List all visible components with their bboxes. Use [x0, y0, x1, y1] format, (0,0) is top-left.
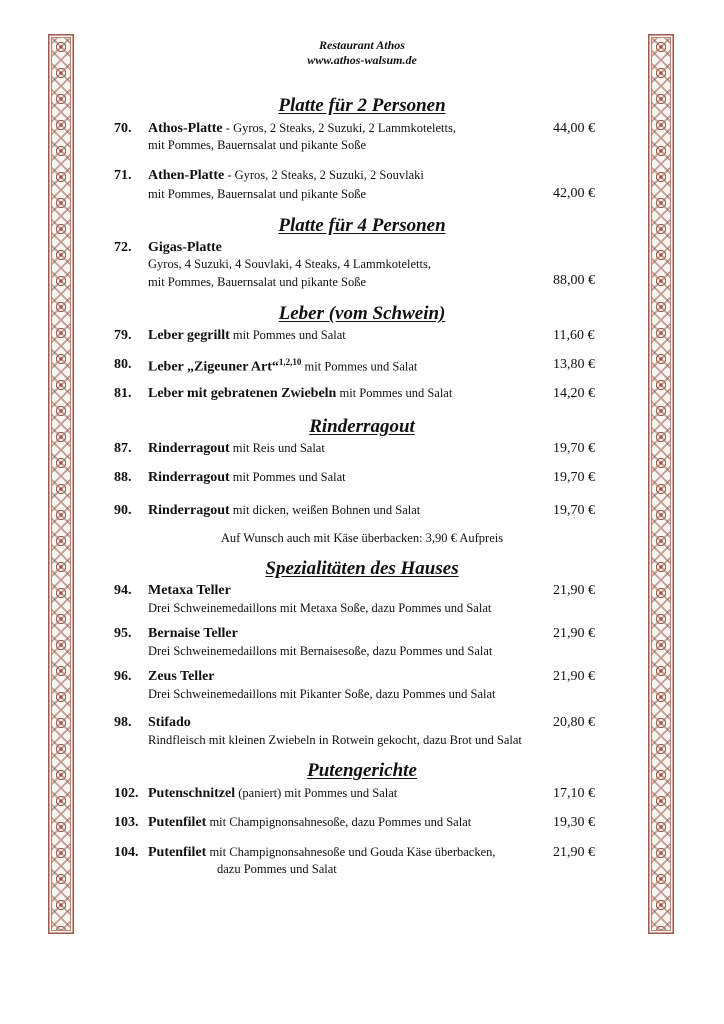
item-price: 17,10 €: [553, 786, 595, 801]
item-number: 90.: [114, 503, 132, 518]
item-price: 21,90 €: [553, 626, 595, 641]
item-price: 44,00 €: [553, 121, 595, 136]
item-number: 94.: [114, 583, 132, 598]
item-description-line: mit Pommes, Bauernsalat und pikante Soße: [148, 138, 367, 152]
item-price: 21,90 €: [553, 845, 595, 860]
ornamental-border-left: [48, 34, 74, 934]
cheese-surcharge-note: Auf Wunsch auch mit Käse überbacken: 3,90 € Aufpreis: [220, 531, 504, 545]
item-number: 104.: [114, 845, 139, 860]
item-price: 19,70 €: [553, 441, 595, 456]
item-name: Stifado: [148, 715, 191, 730]
item-number: 88.: [114, 470, 132, 485]
item-description-line: Drei Schweinemedaillons mit Pikanter Soße, dazu Pommes und Salat: [148, 687, 496, 701]
section-title-platte-4: Platte für 4 Personen: [278, 215, 446, 236]
item-name: Athen-Platte: [148, 168, 225, 183]
item-price: 11,60 €: [553, 328, 595, 343]
item-number: 95.: [114, 626, 132, 641]
section-title-putengerichte: Putengerichte: [307, 760, 417, 781]
item-description-line: Drei Schweinemedaillons mit Bernaisesoße, dazu Pommes und Salat: [148, 644, 493, 658]
item-price: 13,80 €: [553, 357, 595, 372]
ornamental-border-right: [648, 34, 674, 934]
item-description-line: mit Pommes, Bauernsalat und pikante Soße: [148, 275, 367, 289]
item-number: 80.: [114, 357, 132, 372]
item-number: 103.: [114, 815, 139, 830]
section-title-platte-2: Platte für 2 Personen: [278, 95, 446, 116]
item-name: Rinderragout: [148, 470, 230, 485]
item-price: 21,90 €: [553, 669, 595, 684]
item-price: 19,70 €: [553, 470, 595, 485]
item-price: 19,30 €: [553, 815, 595, 830]
item-name: Putenschnitzel: [148, 786, 236, 801]
allergen-superscript: 1,2,10: [278, 357, 302, 367]
item-description: mit Pommes und Salat: [301, 359, 418, 374]
section-title-spezialitaeten: Spezialitäten des Hauses: [265, 558, 459, 579]
item-number: 87.: [114, 441, 132, 456]
item-name: Leber gegrillt: [148, 328, 230, 343]
item-name: Metaxa Teller: [148, 583, 231, 598]
item-name: Bernaise Teller: [148, 626, 238, 641]
item-description: mit Reis und Salat: [229, 441, 325, 455]
item-price: 42,00 €: [553, 186, 595, 201]
item-number: 81.: [114, 386, 132, 401]
item-description: mit Pommes und Salat: [229, 470, 346, 484]
item-name: Leber mit gebratenen Zwiebeln: [148, 386, 337, 401]
item-price: 19,70 €: [553, 503, 595, 518]
item-description: mit Pommes und Salat: [229, 328, 346, 342]
item-number: 98.: [114, 715, 132, 730]
item-description: mit Pommes und Salat: [336, 386, 453, 400]
item-number: 79.: [114, 328, 132, 343]
item-name: Gigas-Platte: [148, 240, 222, 255]
item-name: Athos-Platte: [148, 121, 223, 136]
item-description: mit dicken, weißen Bohnen und Salat: [229, 503, 421, 517]
item-name: Rinderragout: [148, 441, 230, 456]
item-name: Leber „Zigeuner Art“: [148, 359, 279, 375]
item-description-line: mit Pommes, Bauernsalat und pikante Soße: [148, 187, 367, 201]
item-description-line: Rindfleisch mit kleinen Zwiebeln in Rotwein gekocht, dazu Brot und Salat: [148, 733, 522, 747]
item-price: 21,90 €: [553, 583, 595, 598]
item-name: Zeus Teller: [148, 669, 215, 684]
item-name: Rinderragout: [148, 503, 230, 518]
item-description: (paniert) mit Pommes und Salat: [235, 786, 398, 800]
item-description: - Gyros, 2 Steaks, 2 Suzuki, 2 Souvlaki: [224, 168, 424, 182]
item-number: 72.: [114, 240, 132, 255]
item-name: Putenfilet: [148, 815, 207, 830]
item-number: 71.: [114, 168, 132, 183]
section-title-leber: Leber (vom Schwein): [278, 303, 446, 324]
item-description: mit Champignonsahnesoße, dazu Pommes und Salat: [206, 815, 472, 829]
item-description: mit Champignonsahnesoße und Gouda Käse überbacken,: [206, 845, 496, 859]
item-name: Putenfilet: [148, 845, 207, 860]
section-title-rinderragout: Rinderragout: [309, 416, 415, 437]
website-url: www.athos-walsum.de: [307, 53, 417, 67]
item-price: 14,20 €: [553, 386, 595, 401]
menu-header: [0, 38, 724, 68]
item-number: 70.: [114, 121, 132, 136]
item-description-line: Gyros, 4 Suzuki, 4 Souvlaki, 4 Steaks, 4 Lammkoteletts,: [148, 257, 431, 271]
item-number: 102.: [114, 786, 139, 801]
item-description: - Gyros, 2 Steaks, 2 Suzuki, 2 Lammkoteletts,: [222, 121, 456, 135]
item-number: 96.: [114, 669, 132, 684]
item-price: 20,80 €: [553, 715, 595, 730]
item-price: 88,00 €: [553, 273, 595, 288]
item-description-line: Drei Schweinemedaillons mit Metaxa Soße, dazu Pommes und Salat: [148, 601, 492, 615]
item-description-line: dazu Pommes und Salat: [217, 862, 337, 876]
restaurant-name: Restaurant Athos: [319, 38, 405, 52]
